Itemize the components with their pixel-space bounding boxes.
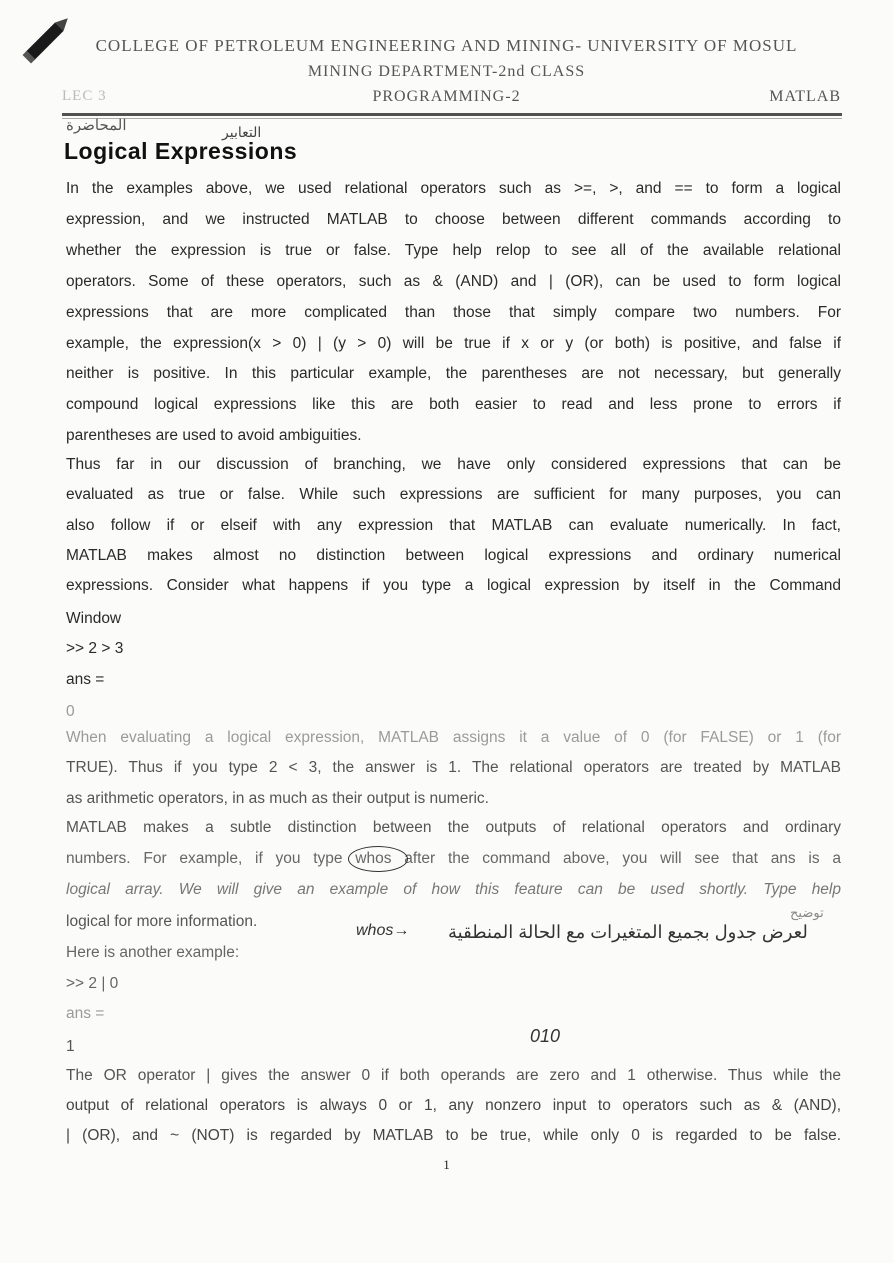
text-line: Thus far in our discussion of branching, we have only considered expressions that can be: [66, 456, 841, 473]
header-divider: [62, 113, 842, 116]
text-line: output of relational operators is always 0 or 1, any nonzero input to operators such as & (AND),: [66, 1097, 841, 1114]
text-line: logical array. We will give an example of how this feature can be used shortly. Type help: [66, 881, 841, 898]
section-title: Logical Expressions: [64, 138, 298, 164]
header-lecture: LEC 3: [62, 88, 107, 104]
code-line: 0: [66, 703, 75, 720]
page-number: 1: [443, 1157, 450, 1172]
handwritten-arabic-note: لعرض جدول بجميع المتغيرات مع الحالة المنطقية: [448, 922, 808, 942]
text-line: In the examples above, we used relational operators such as >=, >, and == to form a logical: [66, 180, 841, 197]
text-line: TRUE). Thus if you type 2 < 3, the answer is 1. The relational operators are treated by MATLAB: [66, 759, 841, 776]
text-line: as arithmetic operators, in as much as their output is numeric.: [66, 790, 489, 807]
text-line: neither is positive. In this particular example, the parentheses are not necessary, but generally: [66, 365, 841, 382]
handwritten-note-lecture: المحاضرة: [66, 117, 127, 134]
text-line: Here is another example:: [66, 944, 240, 961]
text-line: example, the expression(x > 0) | (y > 0) will be true if x or y (or both) is positive, and false if: [66, 335, 841, 352]
code-line: >> 2 > 3: [66, 640, 124, 657]
code-line: ans =: [66, 1005, 105, 1022]
text-line: MATLAB makes a subtle distinction between the outputs of relational operators and ordinary: [66, 819, 841, 836]
text-line: logical for more information.: [66, 913, 258, 930]
text-line: expressions. Consider what happens if you type a logical expression by itself in the Command: [66, 577, 841, 594]
text-line: whether the expression is true or false. Type help relop to see all of the available relational: [66, 242, 841, 259]
text-line: expressions that are more complicated than those that simply compare two numbers. For: [66, 304, 841, 321]
text-line: operators. Some of these operators, such as & (AND) and | (OR), can be used to form logical: [66, 273, 841, 290]
text-line: evaluated as true or false. While such expressions are sufficient for many purposes, you can: [66, 486, 841, 503]
text-line: also follow if or elseif with any expression that MATLAB can evaluate numerically. In fact,: [66, 517, 841, 534]
text-line: compound logical expressions like this are both easier to read and less prone to errors if: [66, 396, 841, 413]
handwritten-note-expressions: التعابير: [222, 124, 262, 140]
code-line: >> 2 | 0: [66, 975, 119, 992]
text-line: When evaluating a logical expression, MATLAB assigns it a value of 0 (for FALSE) or 1 (for: [66, 729, 841, 746]
header-divider-thin: [62, 118, 842, 119]
header-department: MINING DEPARTMENT-2nd CLASS: [307, 63, 586, 80]
text-line: MATLAB makes almost no distinction between logical expressions and ordinary numerical: [66, 547, 841, 564]
text-line: The OR operator | gives the answer 0 if both operands are zero and 1 otherwise. Thus while the: [66, 1067, 841, 1084]
handwritten-number: 010: [530, 1026, 561, 1046]
text-line: parentheses are used to avoid ambiguities.: [66, 427, 362, 444]
text-line: expression, and we instructed MATLAB to choose between different commands according to: [66, 211, 841, 228]
handwritten-margin-note: توضيح: [790, 905, 824, 920]
handwritten-circle: [348, 846, 408, 872]
header-course: PROGRAMMING-2: [372, 88, 521, 105]
text-line: numbers. For example, if you type whos after the command above, you will see that ans is a: [66, 850, 841, 867]
text-line: Window: [66, 610, 122, 627]
handwritten-whos-arrow: whos→: [356, 922, 410, 939]
header-subject: MATLAB: [769, 88, 841, 105]
text-line: | (OR), and ~ (NOT) is regarded by MATLAB to be true, while only 0 is regarded to be false.: [66, 1127, 841, 1144]
code-line: ans =: [66, 671, 105, 688]
code-line: 1: [66, 1038, 75, 1055]
header-college: COLLEGE OF PETROLEUM ENGINEERING AND MINING- UNIVERSITY OF MOSUL: [95, 36, 798, 55]
